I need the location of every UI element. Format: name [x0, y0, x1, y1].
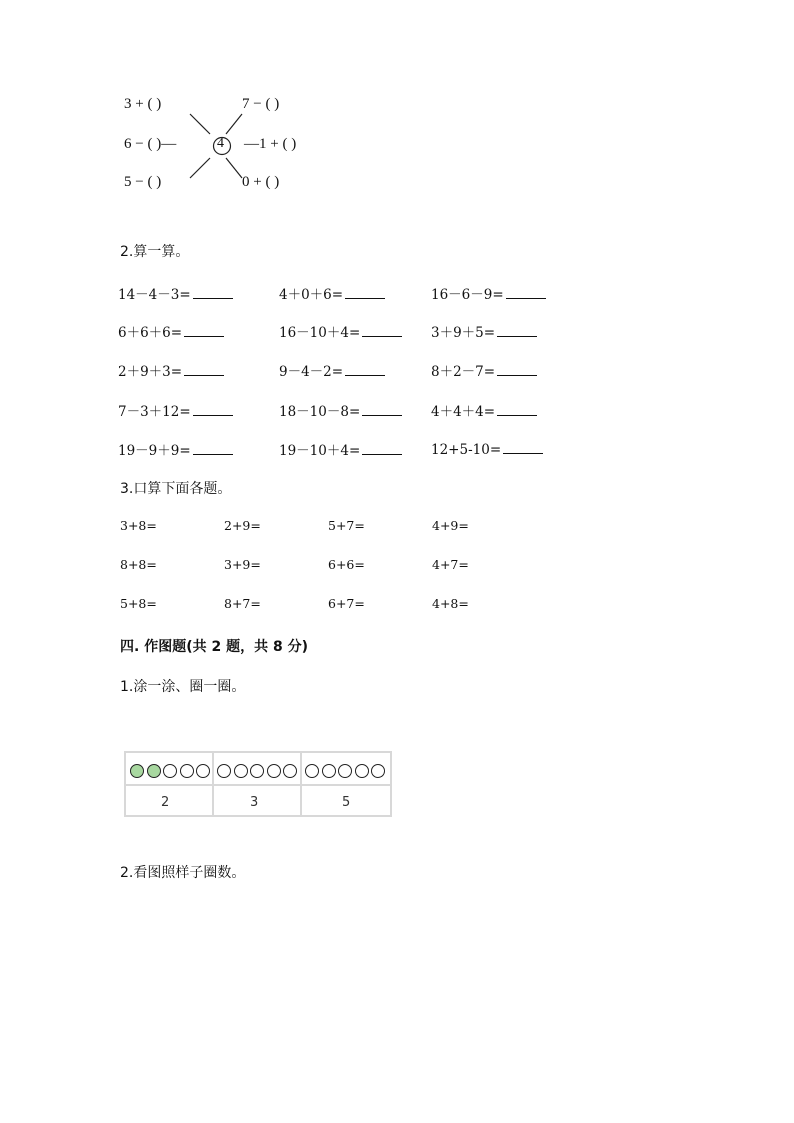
part4-q1: 1.涂一涂、圈一圈。 [120, 679, 246, 695]
star-mid-left: 6 − ( )— [124, 136, 177, 152]
circle-table [124, 751, 392, 817]
empty-circle[interactable] [338, 764, 352, 778]
calc-item [431, 283, 546, 303]
calc-item [118, 360, 224, 380]
empty-circle[interactable] [196, 764, 210, 778]
star-bottom-left: 5 − ( ) [124, 174, 162, 190]
calc-expression: 3＋9＋5= [431, 325, 496, 341]
answer-blank[interactable] [497, 361, 537, 376]
calc-item [279, 439, 402, 459]
oral-calc-item: 4+9= [432, 518, 469, 533]
answer-blank[interactable] [503, 439, 543, 454]
empty-circle[interactable] [283, 764, 297, 778]
calc-item [431, 439, 543, 458]
calc-item [431, 400, 537, 420]
table-divider-v1 [212, 753, 214, 815]
calc-item [118, 321, 224, 341]
answer-blank[interactable] [184, 322, 224, 337]
calc-expression: 2＋9＋3= [118, 364, 183, 380]
oral-calc-item: 8+8= [120, 557, 157, 572]
table-number-3: 5 [342, 795, 351, 810]
calc-expression: 19－9＋9= [118, 443, 191, 459]
calc-item [118, 283, 233, 303]
part4-q2: 2.看图照样子圈数。 [120, 865, 246, 881]
calc-item [118, 400, 233, 420]
star-top-left: 3 + ( ) [124, 96, 162, 112]
calc-expression: 7－3＋12= [118, 404, 191, 420]
calc-item [279, 321, 402, 341]
oral-calc-item: 2+9= [224, 518, 261, 533]
empty-circle[interactable] [305, 764, 319, 778]
answer-blank[interactable] [193, 401, 233, 416]
star-center-number: 4 [217, 136, 224, 151]
oral-calc-item: 5+7= [328, 518, 365, 533]
calc-expression: 6＋6＋6= [118, 325, 183, 341]
empty-circle[interactable] [234, 764, 248, 778]
table-number-2: 3 [250, 795, 259, 810]
answer-blank[interactable] [362, 401, 402, 416]
section3-title: 3.口算下面各题。 [120, 481, 232, 497]
oral-calc-item: 3+8= [120, 518, 157, 533]
oral-calc-item: 4+8= [432, 596, 469, 611]
filled-circle[interactable] [130, 764, 144, 778]
empty-circle[interactable] [322, 764, 336, 778]
empty-circle[interactable] [371, 764, 385, 778]
calc-item [279, 360, 385, 380]
calc-expression: 16－10＋4= [279, 325, 361, 341]
calc-expression: 16－6－9= [431, 287, 504, 303]
answer-blank[interactable] [506, 284, 546, 299]
answer-blank[interactable] [184, 361, 224, 376]
table-divider-v2 [300, 753, 302, 815]
calc-expression: 4＋4＋4= [431, 404, 496, 420]
empty-circle[interactable] [163, 764, 177, 778]
calc-expression: 19－10＋4= [279, 443, 361, 459]
answer-blank[interactable] [193, 284, 233, 299]
oral-calc-item: 6+6= [328, 557, 365, 572]
table-divider-h [126, 784, 390, 786]
oral-calc-item: 3+9= [224, 557, 261, 572]
section2-title: 2.算一算。 [120, 244, 190, 260]
table-number-1: 2 [161, 795, 170, 810]
oral-calc-item: 5+8= [120, 596, 157, 611]
answer-blank[interactable] [497, 322, 537, 337]
filled-circle[interactable] [147, 764, 161, 778]
star-diagram [118, 92, 318, 200]
answer-blank[interactable] [193, 440, 233, 455]
empty-circle[interactable] [355, 764, 369, 778]
calc-item [279, 283, 385, 303]
calc-item [431, 321, 537, 341]
calc-item [279, 400, 402, 420]
answer-blank[interactable] [362, 440, 402, 455]
calc-item [431, 360, 537, 380]
oral-calc-item: 6+7= [328, 596, 365, 611]
calc-expression: 4＋0＋6= [279, 287, 344, 303]
calc-expression: 14－4－3= [118, 287, 191, 303]
answer-blank[interactable] [345, 284, 385, 299]
empty-circle[interactable] [267, 764, 281, 778]
calc-item [118, 439, 233, 459]
calc-expression: 9－4－2= [279, 364, 344, 380]
calc-expression: 12+5-10= [431, 442, 502, 458]
empty-circle[interactable] [180, 764, 194, 778]
answer-blank[interactable] [497, 401, 537, 416]
star-top-right: 7 − ( ) [242, 96, 280, 112]
star-mid-right: —1 + ( ) [244, 136, 297, 152]
empty-circle[interactable] [250, 764, 264, 778]
answer-blank[interactable] [362, 322, 402, 337]
star-bottom-right: 0 + ( ) [242, 174, 280, 190]
oral-calc-item: 8+7= [224, 596, 261, 611]
empty-circle[interactable] [217, 764, 231, 778]
part4-title: 四. 作图题(共 2 题，共 8 分) [120, 639, 308, 655]
answer-blank[interactable] [345, 361, 385, 376]
oral-calc-item: 4+7= [432, 557, 469, 572]
calc-expression: 8＋2－7= [431, 364, 496, 380]
calc-expression: 18－10－8= [279, 404, 361, 420]
